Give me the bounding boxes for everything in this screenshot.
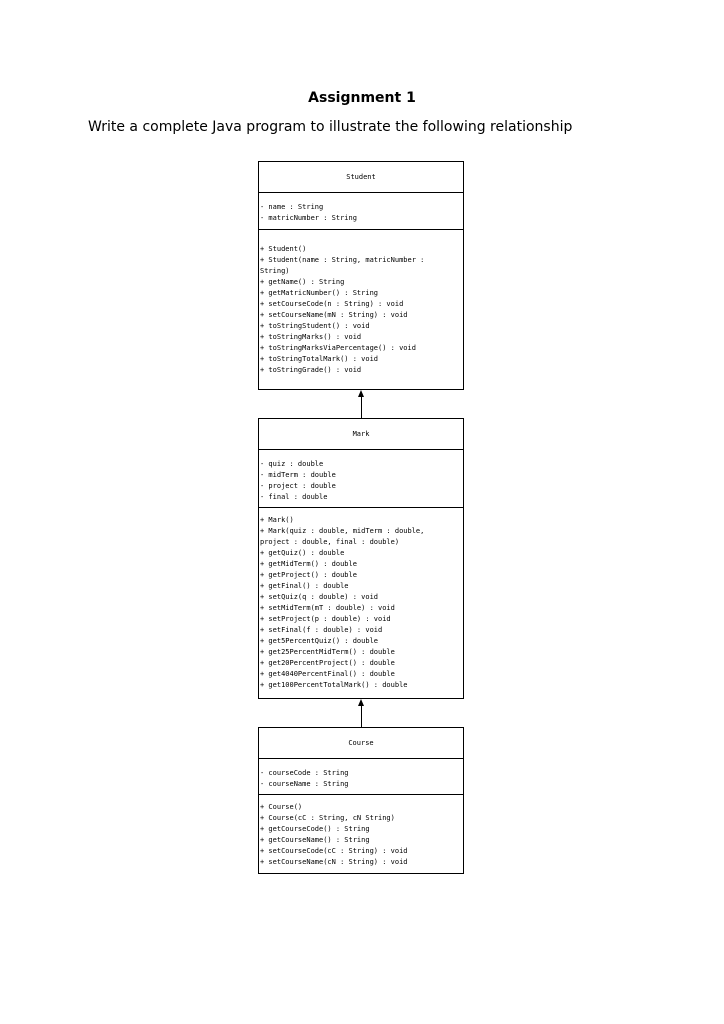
- operation: + setCourseCode(n : String) : void: [260, 300, 404, 308]
- operation: + get25PercentMidTerm() : double: [260, 648, 395, 656]
- operation: + getCourseCode() : String: [260, 825, 370, 833]
- class-name-course: Course: [259, 728, 463, 759]
- attribute: - midTerm : double: [260, 471, 336, 479]
- operation: + getProject() : double: [260, 571, 357, 579]
- operation: + Course(): [260, 803, 303, 811]
- class-attributes-mark: [259, 450, 463, 508]
- operation: + Student(): [260, 245, 307, 253]
- operation: + toStringStudent() : void: [260, 322, 370, 330]
- attribute: - quiz : double: [260, 460, 324, 468]
- operation: String): [260, 267, 290, 275]
- class-name-student: Student: [259, 162, 463, 193]
- operation: + toStringTotalMark() : void: [260, 355, 379, 363]
- attribute: - courseName : String: [260, 780, 349, 788]
- operation: + setQuiz(q : double) : void: [260, 593, 379, 601]
- class-operations-student: [259, 230, 463, 376]
- operation: + get100PercentTotalMark() : double: [260, 681, 408, 689]
- operation: + getMatricNumber() : String: [260, 289, 379, 297]
- class-operations-course: [259, 795, 463, 868]
- operation: + getName() : String: [260, 278, 345, 286]
- operation: + getMidTerm() : double: [260, 560, 357, 568]
- operation: project : double, final : double): [260, 538, 400, 546]
- uml-class-student: [258, 161, 464, 390]
- class-name-mark: Mark: [259, 419, 463, 450]
- operation: + setCourseCode(cC : String) : void: [260, 847, 408, 855]
- page-title: Assignment 1: [308, 90, 416, 106]
- operation: + getQuiz() : double: [260, 549, 345, 557]
- class-operations-mark: [259, 508, 463, 691]
- attribute: - name : String: [260, 203, 324, 211]
- operation: + toStringMarksViaPercentage() : void: [260, 344, 416, 352]
- attribute: - courseCode : String: [260, 769, 349, 777]
- operation: + getCourseName() : String: [260, 836, 370, 844]
- attribute: - project : double: [260, 482, 336, 490]
- inheritance-arrow-course-mark: [361, 705, 362, 727]
- inheritance-arrowhead-student: [358, 390, 364, 397]
- uml-class-course: [258, 727, 464, 874]
- class-attributes-course: [259, 759, 463, 795]
- attribute: - final : double: [260, 493, 328, 501]
- operation: + setProject(p : double) : void: [260, 615, 391, 623]
- class-attributes-student: [259, 193, 463, 230]
- operation: + get4040PercentFinal() : double: [260, 670, 395, 678]
- attribute: - matricNumber : String: [260, 214, 357, 222]
- operation: + getFinal() : double: [260, 582, 349, 590]
- operation: + toStringMarks() : void: [260, 333, 362, 341]
- operation: + toStringGrade() : void: [260, 366, 362, 374]
- operation: + setCourseName(mN : String) : void: [260, 311, 408, 319]
- assignment-instruction: Write a complete Java program to illustrate the following relationship: [88, 119, 573, 135]
- inheritance-arrow-mark-student: [361, 396, 362, 418]
- operation: + get20PercentProject() : double: [260, 659, 395, 667]
- operation: + Course(cC : String, cN String): [260, 814, 395, 822]
- operation: + setMidTerm(mT : double) : void: [260, 604, 395, 612]
- operation: + Student(name : String, matricNumber :: [260, 256, 425, 264]
- operation: + get5PercentQuiz() : double: [260, 637, 379, 645]
- operation: + setFinal(f : double) : void: [260, 626, 383, 634]
- operation: + Mark(quiz : double, midTerm : double,: [260, 527, 425, 535]
- inheritance-arrowhead-mark: [358, 699, 364, 706]
- operation: + setCourseName(cN : String) : void: [260, 858, 408, 866]
- operation: + Mark(): [260, 516, 294, 524]
- uml-class-mark: [258, 418, 464, 699]
